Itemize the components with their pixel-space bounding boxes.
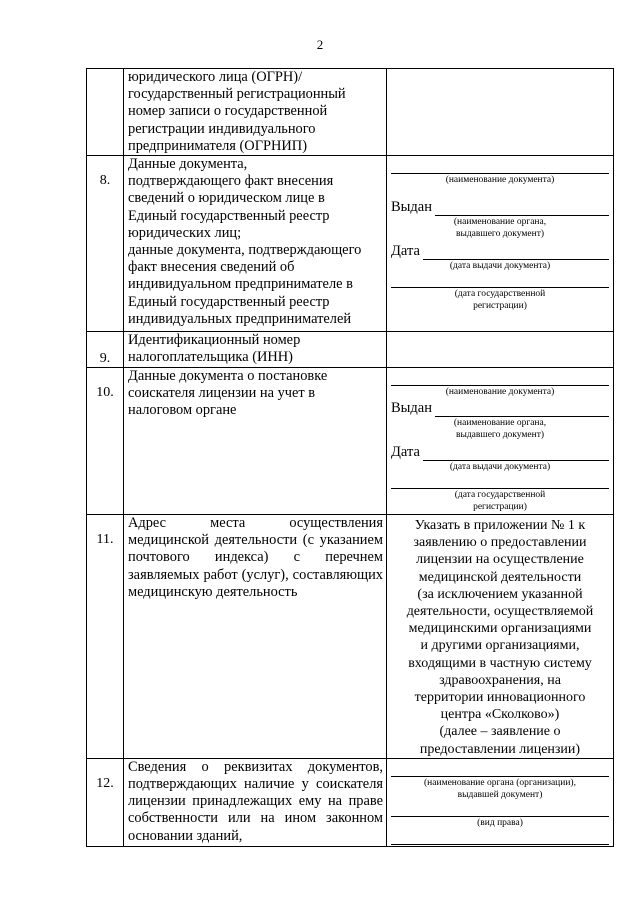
row-description: Адрес места осуществления медицинской деятельности (с указанием почтового индекса) с перечнем заявляемых работ (услуг), составляющих медицинскую деятельность <box>124 515 387 759</box>
row-value: (наименование документа) Выдан (наименование органа, выдавшего документ) Дата (дата выдачи документа) (дата государственной регистрации) <box>387 368 614 515</box>
row-value: (наименование документа) Выдан (наименование органа, выдавшего документ) Дата (дата выдачи документа) (дата государственной регистрации) <box>387 156 614 332</box>
row-value <box>387 69 614 156</box>
issuer-field[interactable]: Выдан <box>391 198 609 216</box>
row-number: 9. <box>87 332 124 368</box>
reg-date-field[interactable] <box>391 272 609 288</box>
table-row <box>87 69 614 156</box>
table-row <box>87 332 614 368</box>
row-value: (наименование органа (организации), выдавшей документ) (вид права) <box>387 758 614 846</box>
row-description: Идентификационный номер налогоплательщика (ИНН) <box>124 332 387 368</box>
application-table <box>86 68 614 847</box>
table-row <box>87 758 614 846</box>
row-description: юридического лица (ОГРН)/ государственный регистрационный номер записи о государственной регистрации индивидуального предпринимателя (ОГРНИП) <box>124 69 387 156</box>
issuer-field[interactable]: Выдан <box>391 399 609 417</box>
row-description: Сведения о реквизитах документов, подтверждающих наличие у соискателя лицензии принадлежащих ему на праве собственности или на ином законном основании зданий, <box>124 758 387 846</box>
row-number: 10. <box>87 368 124 515</box>
row-value: Указать в приложении № 1 к заявлению о предоставлении лицензии на осуществление медицинской деятельности (за исключением указанной деятельности, осуществляемой медицинскими организациями и другими организациями, входящими в частную систему здравоохранения, на территории инновационного центра «Сколково») (далее – заявление о предоставлении лицензии) <box>387 515 614 759</box>
row-description: Данные документа о постановке соискателя лицензии на учет в налоговом органе <box>124 368 387 515</box>
right-type-field[interactable] <box>391 801 609 817</box>
date-field[interactable]: Дата <box>391 443 609 461</box>
table-row <box>87 515 614 759</box>
row-number: 12. <box>87 758 124 846</box>
row-value <box>387 332 614 368</box>
row-number: 11. <box>87 515 124 759</box>
table-row <box>87 156 614 332</box>
date-field[interactable]: Дата <box>391 242 609 260</box>
extra-field[interactable] <box>391 829 609 845</box>
page-number: 2 <box>316 37 324 52</box>
doc-name-field[interactable] <box>391 158 609 174</box>
table-row <box>87 368 614 515</box>
row-description: Данные документа, подтверждающего факт внесения сведений о юридическом лице в Единый государственный реестр юридических лиц; данные документа, подтверждающего факт внесения сведений об индивидуальном предпринимателе в Единый государственный реестр индивидуальных предпринимателей <box>124 156 387 332</box>
row-number: 8. <box>87 156 124 332</box>
org-name-field[interactable] <box>391 761 609 777</box>
reg-date-field[interactable] <box>391 473 609 489</box>
doc-name-field[interactable] <box>391 370 609 386</box>
row-number <box>87 69 124 156</box>
